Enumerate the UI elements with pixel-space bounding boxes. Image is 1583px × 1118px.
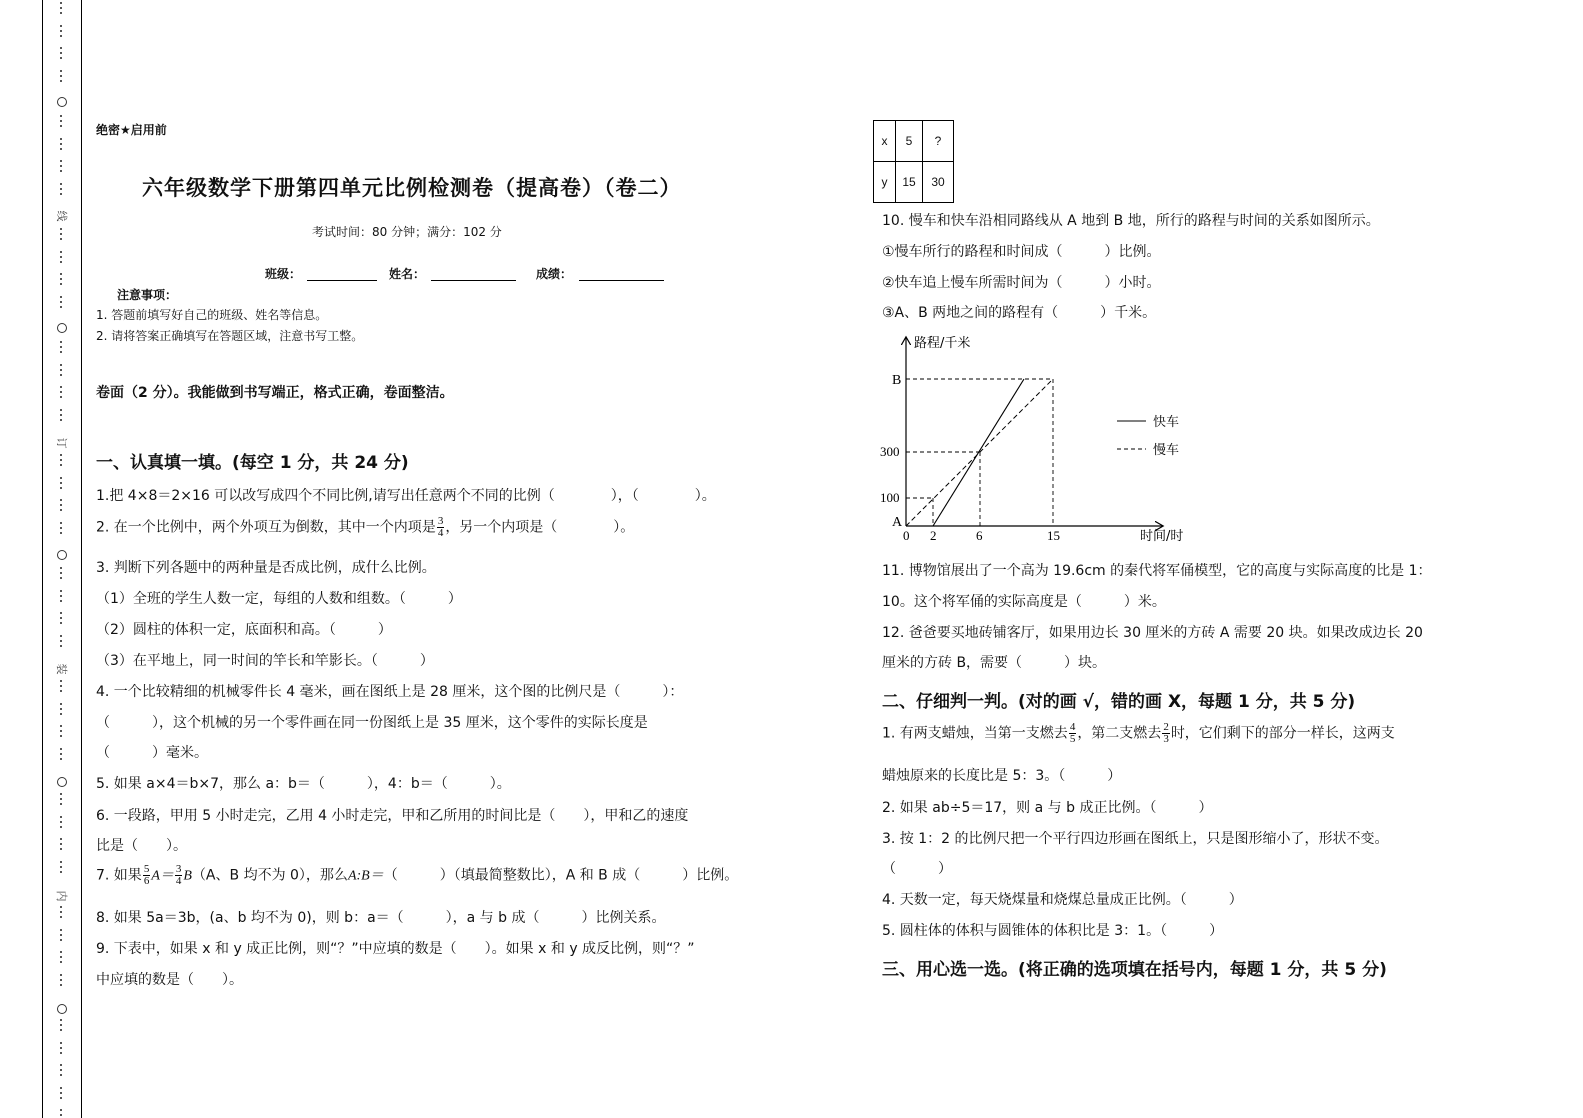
table-cell: 30 xyxy=(923,162,954,203)
binding-char: 线 xyxy=(55,210,68,222)
binding-dots xyxy=(60,567,63,582)
binding-char: 装 xyxy=(55,663,68,675)
distance-time-chart xyxy=(870,330,1210,550)
table-row xyxy=(874,121,954,162)
fast-car-line xyxy=(933,379,1024,526)
judge-question-3-line2: （ ） xyxy=(882,861,952,877)
binding-dots xyxy=(60,160,63,175)
binding-dots xyxy=(60,590,63,605)
question-3: 3. 判断下列各题中的两种量是否成比例，成什么比例。 xyxy=(96,560,436,576)
question-2 xyxy=(96,516,634,539)
binding-dots xyxy=(60,477,63,492)
name-field[interactable] xyxy=(431,266,516,281)
note-item: 1. 答题前填写好自己的班级、姓名等信息。 xyxy=(96,308,328,322)
table-cell: 15 xyxy=(896,162,923,203)
binding-char: 内 xyxy=(55,890,68,902)
judge-question-5: 5. 圆柱体的体积与圆锥体的体积比是 3：1。（ ） xyxy=(882,923,1224,939)
binding-border-left xyxy=(42,0,43,1118)
chart-legend xyxy=(1117,414,1179,458)
binding-dots xyxy=(60,251,63,266)
binding-dots xyxy=(60,725,63,740)
x-axis-label: 时间/时 xyxy=(1140,529,1184,544)
binding-dots xyxy=(60,680,63,695)
notes-heading: 注意事项： xyxy=(117,288,178,302)
binding-circle-icon xyxy=(57,777,67,787)
question-2-blank: ，另一个内项是（ ）。 xyxy=(445,519,635,536)
confidential-label: 绝密★启用前 xyxy=(96,123,167,137)
question-11-line1: 11. 博物馆展出了一个高为 19.6cm 的秦代将军俑模型，它的高度与实际高度的比是 1： xyxy=(882,563,1432,579)
class-label: 班级： xyxy=(265,267,302,281)
legend-slow: 慢车 xyxy=(1153,443,1180,458)
question-10-sub2: ②快车追上慢车所需时间为（ ）小时。 xyxy=(882,275,1161,291)
fraction-4-5: $\frac{4}{5}$ xyxy=(1069,721,1076,745)
question-7: 7. 如果 $\frac{5}{6}$ A＝ $\frac{3}{4}$ B（A、B 均不为 0），那么A:B＝（ ）（填最简整数比），A 和 B 成（ ）比例。 xyxy=(96,863,739,887)
binding-dots xyxy=(60,341,63,356)
binding-dots xyxy=(60,1019,63,1034)
xy-table xyxy=(873,120,954,203)
binding-dots xyxy=(60,906,63,921)
binding-circle-icon xyxy=(57,550,67,560)
x-tick-6: 6 xyxy=(976,528,983,543)
fraction-3-4: $\frac{3}{4}$ xyxy=(175,863,182,887)
question-10-stem: 10. 慢车和快车沿相同路线从 A 地到 B 地，所行的路程与时间的关系如图所示。 xyxy=(882,213,1380,229)
question-5: 5. 如果 a×4＝b×7，那么 a：b＝（ ），4：b＝（ ）。 xyxy=(96,776,511,792)
question-8: 8. 如果 5a＝3b，(a、b 均不为 0)，则 b：a＝（ ），a 与 b 成（ ）比例关系。 xyxy=(96,910,666,926)
fraction-2-3: $\frac{2}{3}$ xyxy=(1163,721,1169,745)
binding-dots xyxy=(60,974,63,989)
y-tick-100: 100 xyxy=(880,490,900,505)
binding-dots xyxy=(60,47,63,62)
binding-dots xyxy=(60,816,63,831)
binding-dots xyxy=(60,499,63,514)
binding-dots xyxy=(60,409,63,424)
binding-dots xyxy=(60,703,63,718)
binding-char: 订 xyxy=(55,437,68,449)
binding-dots xyxy=(60,364,63,379)
y-tick-300: 300 xyxy=(880,444,900,459)
question-4-line3: （ ）毫米。 xyxy=(96,745,208,761)
exam-info: 考试时间：80 分钟；满分：102 分 xyxy=(312,225,502,239)
binding-dots xyxy=(60,1064,63,1079)
binding-dots xyxy=(60,228,63,243)
binding-dots xyxy=(60,296,63,311)
question-12-line2: 厘米的方砖 B，需要（ ）块。 xyxy=(882,655,1107,671)
name-label: 姓名： xyxy=(389,267,426,281)
question-6-line2: 比是（ ）。 xyxy=(96,838,187,854)
table-row xyxy=(874,162,954,203)
question-3-2: （2）圆柱的体积一定，底面积和高。（ ） xyxy=(96,622,392,638)
legend-fast: 快车 xyxy=(1153,415,1180,430)
section1-heading: 一、认真填一填。(每空 1 分，共 24 分) xyxy=(96,453,409,473)
binding-dots xyxy=(60,183,63,198)
section3-heading: 三、用心选一选。(将正确的选项填在括号内，每题 1 分，共 5 分) xyxy=(882,960,1387,980)
neatness-statement: 卷面（2 分）。我能做到书写端正，格式正确，卷面整洁。 xyxy=(96,385,454,401)
binding-dots xyxy=(60,861,63,876)
binding-dots xyxy=(60,1109,63,1118)
binding-dots xyxy=(60,748,63,763)
binding-dots xyxy=(60,454,63,469)
question-9-line2: 中应填的数是（ ）。 xyxy=(96,972,243,988)
binding-dots xyxy=(60,838,63,853)
binding-dots xyxy=(60,951,63,966)
binding-circle-icon xyxy=(57,97,67,107)
binding-dots xyxy=(60,929,63,944)
question-9-line1: 9. 下表中，如果 x 和 y 成正比例，则“？”中应填的数是（ ）。如果 x 和 y 成反比例，则“？” xyxy=(96,941,695,957)
judge-question-4: 4. 天数一定，每天烧煤量和烧煤总量成正比例。（ ） xyxy=(882,892,1243,908)
binding-dots xyxy=(60,25,63,40)
section2-heading: 二、仔细判一判。(对的画 √，错的画 X，每题 1 分，共 5 分) xyxy=(882,692,1356,712)
judge-question-2: 2. 如果 ab÷5＝17，则 a 与 b 成正比例。（ ） xyxy=(882,800,1213,816)
fraction-3-4: $\frac{3}{4}$ xyxy=(437,515,444,539)
y-tick-b: B xyxy=(892,373,902,388)
x-tick-2: 2 xyxy=(930,528,937,543)
binding-dots xyxy=(60,386,63,401)
question-4-line2: （ ），这个机械的另一个零件画在同一份图纸上是 35 厘米，这个零件的实际长度是 xyxy=(96,715,648,731)
question-11-line2: 10。这个将军俑的实际高度是（ ）米。 xyxy=(882,594,1166,610)
x-tick-0: 0 xyxy=(903,528,910,543)
y-axis-label: 路程/千米 xyxy=(914,336,971,351)
score-label: 成绩： xyxy=(536,267,573,281)
table-cell: y xyxy=(874,162,896,203)
question-10-sub3: ③A、B 两地之间的路程有（ ）千米。 xyxy=(882,305,1157,321)
x-tick-15: 15 xyxy=(1047,528,1060,543)
judge-question-3-line1: 3. 按 1：2 的比例尺把一个平行四边形画在图纸上，只是图形缩小了，形状不变。 xyxy=(882,831,1389,847)
binding-dots xyxy=(60,115,63,130)
question-1: 1.把 4×8＝2×16 可以改写成四个不同比例,请写出任意两个不同的比例（ ），（ ）。 xyxy=(96,488,716,504)
question-6-line1: 6. 一段路，甲用 5 小时走完，乙用 4 小时走完，甲和乙所用的时间比是（ ），甲和乙的速度 xyxy=(96,808,689,824)
binding-dots xyxy=(60,793,63,808)
binding-circle-icon xyxy=(57,323,67,333)
table-cell: x xyxy=(874,121,896,162)
binding-dots xyxy=(60,1087,63,1102)
question-3-3: （3）在平地上，同一时间的竿长和竿影长。（ ） xyxy=(96,653,434,669)
question-3-1: （1）全班的学生人数一定，每组的人数和组数。（ ） xyxy=(96,591,462,607)
binding-circle-icon xyxy=(57,1004,67,1014)
binding-dots xyxy=(60,522,63,537)
binding-dots xyxy=(60,1042,63,1057)
question-4-line1: 4. 一个比较精细的机械零件长 4 毫米，画在图纸上是 28 厘米，这个图的比例尺是（ ）： xyxy=(96,684,684,700)
class-field[interactable] xyxy=(307,266,377,281)
judge-question-1-line2: 蜡烛原来的长度比是 5：3。（ ） xyxy=(882,768,1122,784)
question-2-text: 2. 在一个比例中，两个外项互为倒数，其中一个内项是 xyxy=(96,519,436,536)
table-cell: ? xyxy=(923,121,954,162)
binding-dots xyxy=(60,612,63,627)
y-tick-a: A xyxy=(892,515,903,530)
binding-dots xyxy=(60,273,63,288)
question-12-line1: 12. 爸爸要买地砖铺客厅，如果用边长 30 厘米的方砖 A 需要 20 块。如果改成边长 20 xyxy=(882,625,1423,641)
table-cell: 5 xyxy=(896,121,923,162)
binding-margin xyxy=(55,0,69,1118)
judge-question-1: 1. 有两支蜡烛，当第一支燃去 $\frac{4}{5}$ ，第二支燃去 $\frac{2}{3}$ 时，它们剩下的部分一样长，这两支 xyxy=(882,721,1395,745)
binding-border-right xyxy=(81,0,82,1118)
binding-dots xyxy=(60,70,63,85)
question-10-sub1: ①慢车所行的路程和时间成（ ）比例。 xyxy=(882,244,1161,260)
fraction-5-6: $\frac{5}{6}$ xyxy=(143,863,150,887)
score-field[interactable] xyxy=(579,266,664,281)
note-item: 2. 请将答案正确填写在答题区域，注意书写工整。 xyxy=(96,329,364,343)
page-title: 六年级数学下册第四单元比例检测卷（提高卷）（卷二） xyxy=(142,176,682,200)
binding-dots xyxy=(60,635,63,650)
slow-car-line xyxy=(906,379,1053,526)
binding-dots xyxy=(60,2,63,17)
binding-dots xyxy=(60,138,63,153)
